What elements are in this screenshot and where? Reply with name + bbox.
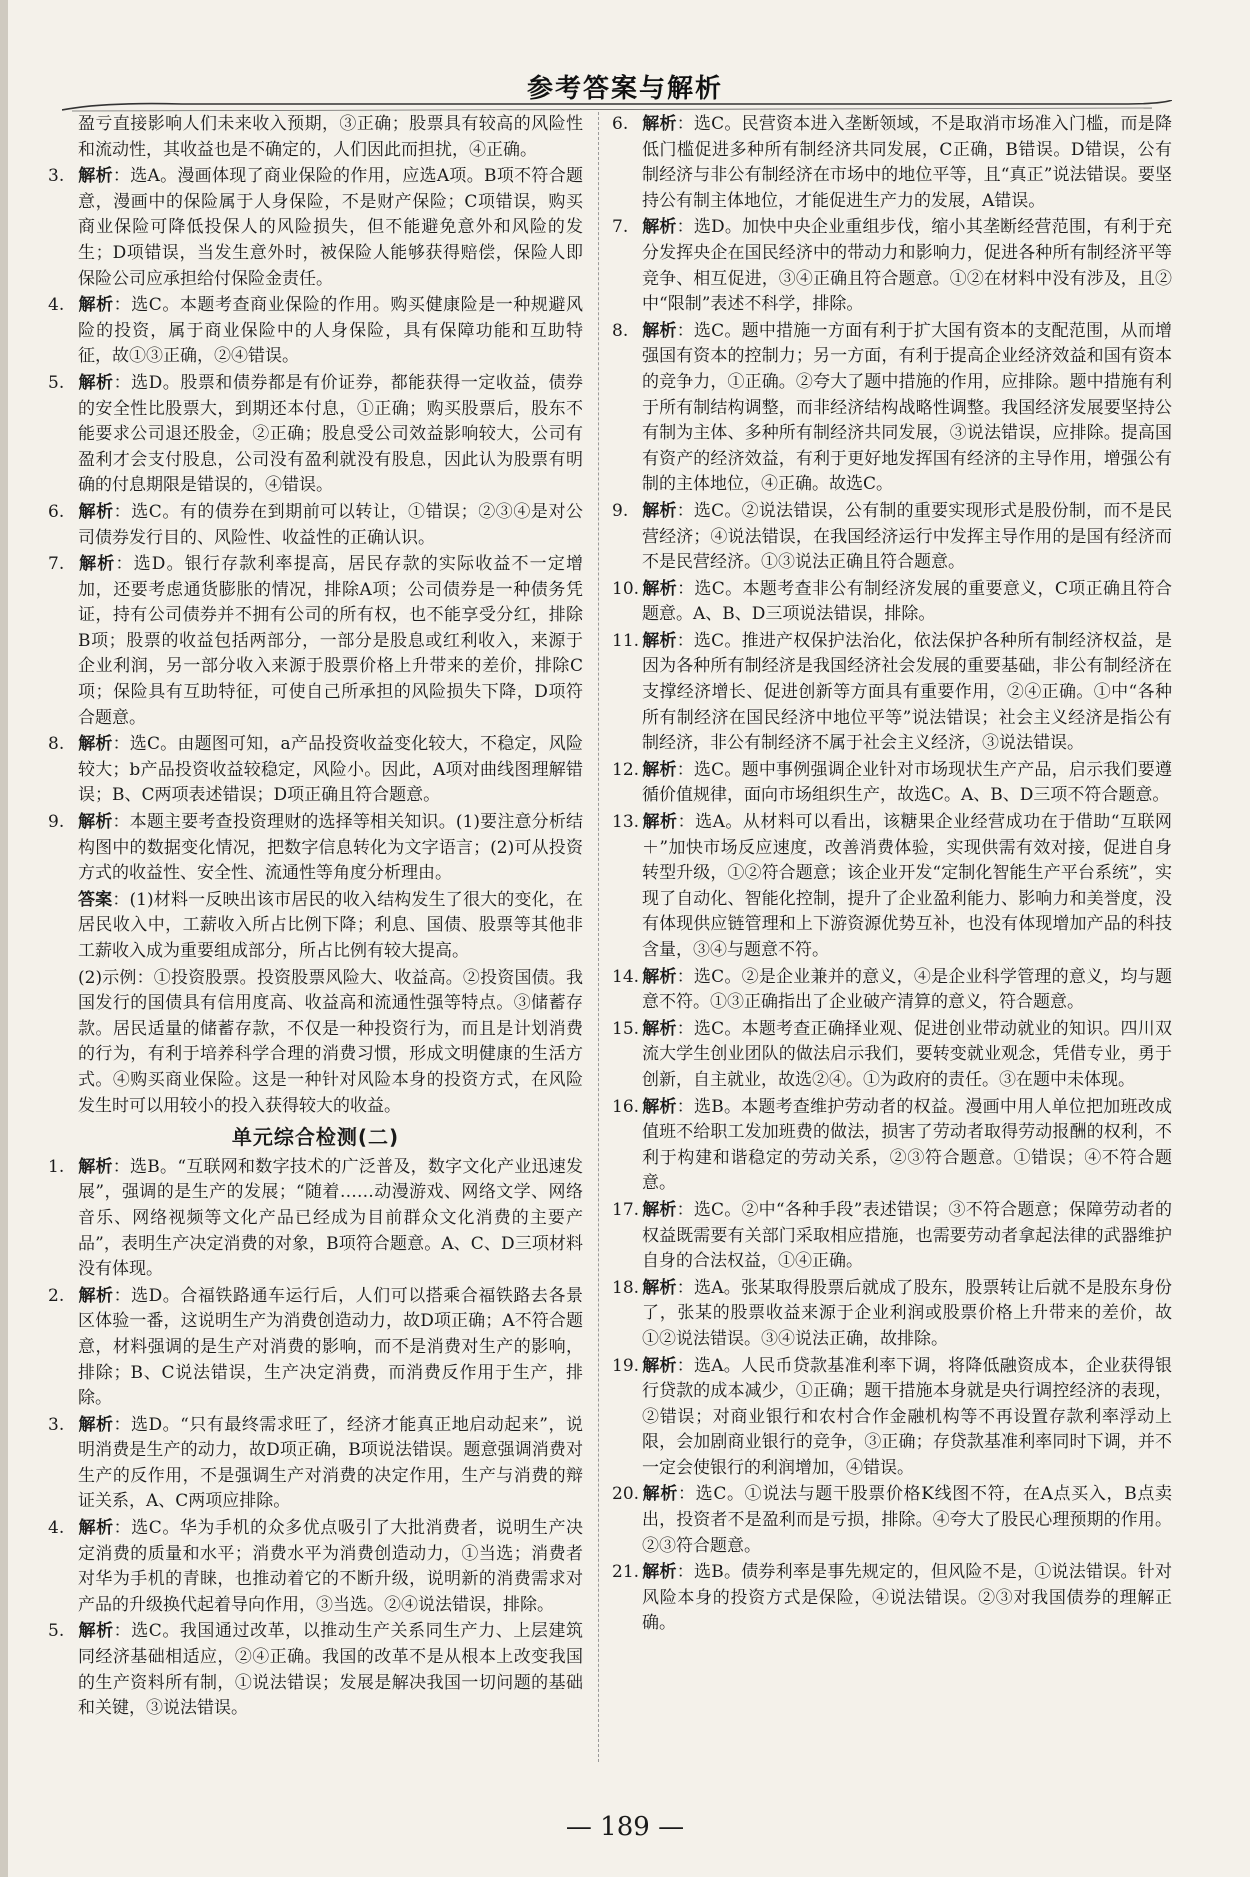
answer-item: 6. 解析：选C。有的债券在到期前可以转让，①错误；②③④是对公司债券发行目的、风险性、收益性的正确认识。 [48,501,583,548]
page-header-title: 参考答案与解析 [526,74,723,104]
answer-item: 16. 解析：选B。本题考查维护劳动者的权益。漫画中用人单位把加班改成值班不给职工发加班费的做法，损害了劳动者取得劳动报酬的权利，不利于构建和谐稳定的劳动关系，②③符合题意。①错误；④不符合题意。 [612,1096,1172,1194]
answer-block-1: 答案：(1)材料一反映出该市居民的收入结构发生了很大的变化，在居民收入中，工薪收入所占比例下降；利息、国债、股票等其他非工薪收入成为重要组成部分，所占比例有较大提高。 [78,889,583,961]
answer-item: 3. 解析：选A。漫画体现了商业保险的作用，应选A项。B项不符合题意，漫画中的保险属于人身保险，不是财产保险；C项错误，购买商业保险可降低投保人的风险损失，但不能避免意外和风险的发生；D项错误，当发生意外时，被保险人能够获得赔偿，保险人即保险公司应承担给付保险金责任。 [48,166,584,289]
answer-item: 7. 解析：选D。银行存款利率提高，居民存款的实际收益不一定增加，还要考虑通货膨胀的情况，排除A项；公司债券是一种债务凭证，持有公司债券并不拥有公司的所有权，也不能享受分红，排除B项；股票的收益包括两部分，一部分是股息或红利收入，来源于企业利润，另一部分收入来源于股票价格上升带来的差价，排除C项；保险具有互助特征，可使自己所承担的风险损失下降，D项符合题意。 [48,554,583,728]
answer-item: 13. 解析：选A。从材料可以看出，该糖果企业经营成功在于借助“互联网＋”加快市场反应速度，改善消费体验，实现供需有效对接，促进自身转型升级，①②符合题意；该企业开发“定制化智能生产平台系统”，实现了自动化、智能化控制，提升了企业盈利能力、影响力和美誉度，没有体现供应链管理和上下游资源优势互补，也没有体现增加产品的科技含量，③④与题意不符。 [612,812,1173,960]
header-rule [62,100,1172,112]
answer-item: 19. 解析：选A。人民币贷款基准利率下调，将降低融资成本，企业获得银行贷款的成本减少，①正确；题干措施本身就是央行调控经济的表现，②错误；对商业银行和农村合作金融机构等不再设置存款利率浮动上限，会加剧商业银行的竞争，③正确；存贷款基准利率同时下调，并不一定会使银行的利润增加，④错误。 [612,1355,1172,1478]
section-title: 单元综合检测(二) [231,1125,400,1150]
answer-item: 12. 解析：选C。题中事例强调企业针对市场现状生产产品，启示我们要遵循价值规律，面向市场组织生产，故选C。A、B、D三项不符合题意。 [612,759,1173,806]
answer-item: 17. 解析：选C。②中“各种手段”表述错误；③不符合题意；保障劳动者的权益既需要有关部门采取相应措施，也需要劳动者拿起法律的武器维护自身的合法权益，①④正确。 [612,1199,1173,1272]
answer-item: 4. 解析：选C。华为手机的众多优点吸引了大批消费者，说明生产决定消费的质量和水平；消费水平为消费创造动力，①当选；消费者对华为手机的青睐，也推动着它的不断升级，说明新的消费需求对产品的升级换代起着导向作用，③当选。②④说法错误，排除。 [48,1518,583,1615]
answer-item: 5. 解析：选C。我国通过改革，以推动生产关系同生产力、上层建筑同经济基础相适应，②④正确。我国的改革不是从根本上改变我国的生产资料所有制，①说法错误；发展是解决我国一切问题的基础和关键，③说法错误。 [48,1621,583,1719]
column-divider [598,112,600,1762]
answer-item: 9. 解析：本题主要考查投资理财的选择等相关知识。(1)要注意分析结构图中的数据变化情况，把数字信息转化为文字语言；(2)可从投资方式的收益性、安全性、流通性等角度分析理由。 [48,812,583,884]
answer-label: 答案 [78,889,113,910]
answer-item: 5. 解析：选D。股票和债券都是有价证券，都能获得一定收益，债券的安全性比股票大，到期还本付息，①正确；购买股票后，股东不能要求公司退还股金，②正确；股息受公司效益影响较大，公司有盈利才会支付股息，公司没有盈利就没有股息，因此认为股票有明确的付息期限是错误的，④错误。 [48,372,583,496]
answer-item: 11. 解析：选C。推进产权保护法治化，依法保护各种所有制经济权益，是因为各种所有制经济是我国经济社会发展的重要基础，非公有制经济在支撑经济增长、促进创新等方面具有重要作用，②④正确。①中“各种所有制经济在国民经济中地位平等”说法错误；社会主义经济是指公有制经济，非公有制经济不属于社会主义经济，③说法错误。 [612,630,1173,754]
page-number: — 189 — [565,1812,685,1842]
right-column [612,112,1172,1638]
answer-item: 21. 解析：选B。债券利率是事先规定的，但风险不是，①说法错误。针对风险本身的投资方式是保险，④说法错误。②③对我国债券的理解正确。 [612,1562,1172,1634]
left-intro: 盈亏直接影响人们未来收入预期，③正确；股票具有较高的风险性和流动性，其收益也是不确定的，人们因此而担扰，④正确。 [78,114,583,160]
answer-item: 18. 解析：选A。张某取得股票后就成了股东，股票转让后就不是股东身份了，张某的股票收益来源于企业利润或股票价格上升带来的差价，故①②说法错误。③④说法正确，故排除。 [612,1277,1172,1349]
binding-edge [0,0,8,1877]
answer-item: 7. 解析：选D。加快中央企业重组步伐，缩小其垄断经营范围，有利于充分发挥央企在国民经济中的带动力和影响力，促进各种所有制经济平等竞争、相互促进，③④正确且符合题意。①②在材料中没有涉及，且②中“限制”表述不科学，排除。 [612,217,1172,315]
answer-item: 8. 解析：选C。题中措施一方面有利于扩大国有资本的支配范围，从而增强国有资本的控制力；另一方面，有利于提高企业经济效益和国有资本的竞争力，①正确。②夸大了题中措施的作用，应排除。题中措施有利于所有制结构调整，而非经济结构战略性调整。我国经济发展要坚持公有制为主体、多种所有制经济共同发展，③说法错误，应排除。提高国有资产的经济效益，有利于更好地发挥国有经济的主导作用，增强公有制的主体地位，④正确。故选C。 [612,320,1173,495]
answer-item: 6. 解析：选C。民营资本进入垄断领域，不是取消市场准入门槛，而是降低门槛促进多种所有制经济共同发展，C正确，B错误。D错误，公有制经济与非公有制经济在市场中的地位平等，且“真正”说法错误。要坚持公有制主体地位，才能促进生产力的发展，A错误。 [612,114,1173,211]
answer-block-2: (2)示例：①投资股票。投资股票风险大、收益高。②投资国债。我国发行的国债具有信用度高、收益高和流通性强等特点。③储蓄存款。居民适量的储蓄存款，不仅是一种投资行为，而且是计划消费的行为，有利于培养科学合理的消费习惯，形成文明健康的生活方式。④购买商业保险。这是一种针对风险本身的投资方式，在风险发生时可以用较小的投入获得较大的收益。 [78,967,583,1116]
answer-item: 14. 解析：选C。②是企业兼并的意义，④是企业科学管理的意义，均与题意不符。①③正确指出了企业破产清算的意义，符合题意。 [612,966,1173,1013]
answer-item: 9. 解析：选C。②说法错误，公有制的重要实现形式是股份制，而不是民营经济；④说法错误，在我国经济运行中发挥主导作用的是国有经济而不是民营经济。①③说法正确且符合题意。 [612,500,1173,573]
left-column [48,112,583,1723]
answer-item: 8. 解析：选C。由题图可知，a产品投资收益变化较大，不稳定，风险较大；b产品投资收益较稳定，风险小。因此，A项对曲线图理解错误；B、C两项表述错误；D项正确且符合题意。 [48,734,583,806]
answer-item: 3. 解析：选D。“只有最终需求旺了，经济才能真正地启动起来”，说明消费是生产的动力，故D项正确，B项说法错误。题意强调消费对生产的反作用，不是强调生产对消费的决定作用，生产与消费的辩证关系，A、C两项应排除。 [48,1414,583,1512]
answer-item: 1. 解析：选B。“互联网和数字技术的广泛普及，数字文化产业迅速发展”，强调的是生产的发展；“随着……动漫游戏、网络文学、网络音乐、网络视频等文化产品已经成为目前群众文化消费的主要产品”，表明生产决定消费的对象，B项符合题意。A、C、D三项材料没有体现。 [48,1156,583,1280]
answer-item: 15. 解析：选C。本题考查正确择业观、促进创业带动就业的知识。四川双流大学生创业团队的做法启示我们，要转变就业观念，凭借专业，勇于创新，自主就业，故选②④。①为政府的责任。③在题中未体现。 [612,1018,1173,1090]
answer-item: 20. 解析：选C。①说法与题干股票价格K线图不符，在A点买入，B点卖出，投资者不是盈利而是亏损，排除。④夸大了股民心理预期的作用。②③符合题意。 [612,1484,1173,1556]
answer-item: 10. 解析：选C。本题考查非公有制经济发展的重要意义，C项正确且符合题意。A、B、D三项说法错误，排除。 [612,578,1173,625]
answer-item: 2. 解析：选D。合福铁路通车运行后，人们可以搭乘合福铁路去各景区体验一番，这说明生产为消费创造动力，故D项正确；A不符合题意，材料强调的是生产对消费的影响，而不是消费对生产的影响，排除；B、C说法错误，生产决定消费，而消费反作用于生产，排除。 [48,1285,583,1409]
answer-item: 4. 解析：选C。本题考查商业保险的作用。购买健康险是一种规避风险的投资，属于商业保险中的人身保险，具有保障功能和互助特征，故①③正确，②④错误。 [48,295,583,367]
